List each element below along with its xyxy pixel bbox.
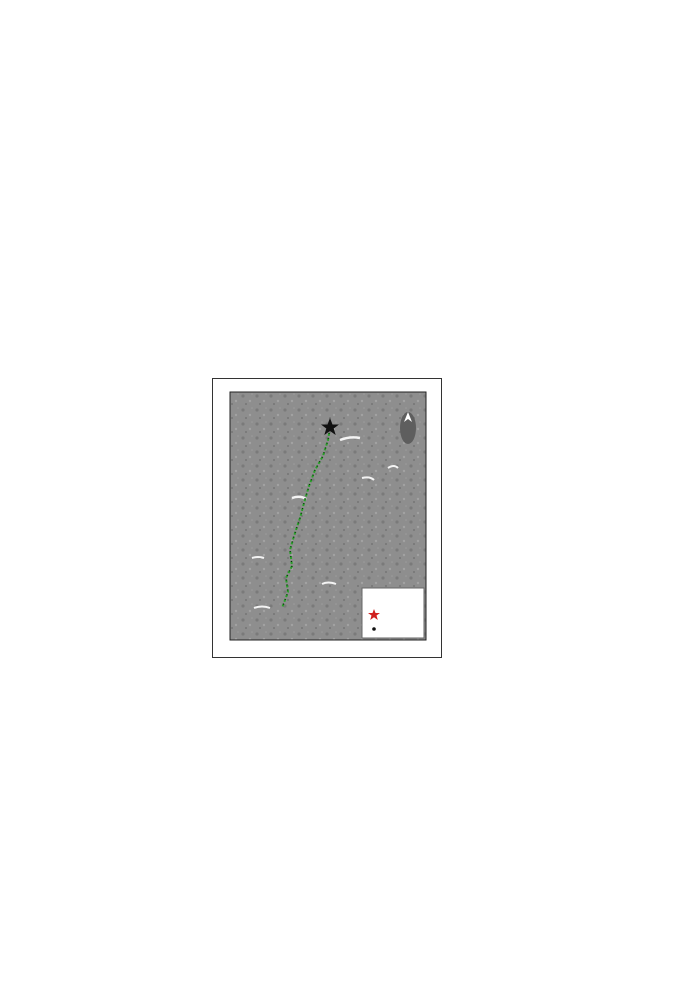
- orbit-diagrams: [50, 750, 660, 840]
- nav-point-legend-icon: [372, 627, 376, 631]
- map-svg: [212, 378, 442, 658]
- rover-route-map: [212, 378, 442, 662]
